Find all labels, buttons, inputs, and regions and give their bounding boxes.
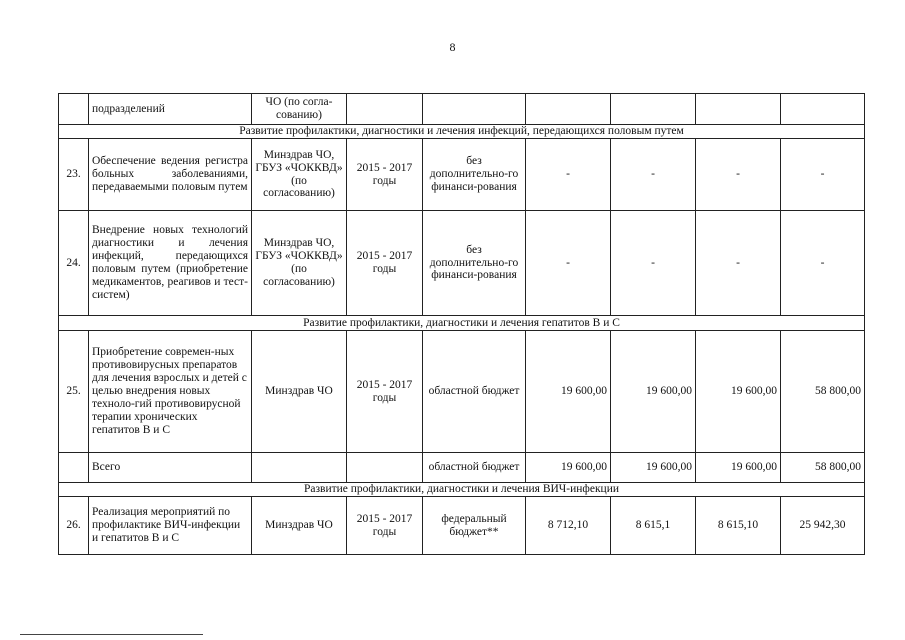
value-2016-cell: 8 615,1 [611, 497, 696, 555]
table-row [59, 211, 865, 316]
total-label: Всего [89, 453, 252, 483]
value-2017-cell: - [696, 211, 781, 316]
executor-cell: ЧО (по согла-сованию) [252, 94, 347, 125]
value-2015-cell [526, 94, 611, 125]
value-2017-cell: 19 600,00 [696, 331, 781, 453]
section-heading-sti: Развитие профилактики, диагностики и лечения инфекций, передающихся половым путем [59, 125, 865, 139]
measure-name: Внедрение новых технологий диагностики и лечения инфекций, передающихся половым путем (приобретение медикаментов, реагивов и тест-систем) [89, 211, 252, 316]
executor-cell: Минздрав ЧО, ГБУЗ «ЧОККВД» (по согласованию) [252, 139, 347, 211]
period-cell: 2015 - 2017 годы [347, 331, 423, 453]
row-number-cell [59, 453, 89, 483]
value-2017-cell: - [696, 139, 781, 211]
period-cell [347, 94, 423, 125]
section-heading-hiv: Развитие профилактики, диагностики и лечения ВИЧ-инфекции [59, 483, 865, 497]
measure-name: Приобретение современ-ных противовирусных препаратов для лечения взрослых и детей с целью внедрения новых техноло-гий противовирусной терапии хронических гепатитов В и С [89, 331, 252, 453]
page-number: 8 [449, 40, 456, 54]
value-2016-cell: - [611, 139, 696, 211]
table-row [59, 331, 865, 453]
section-row [59, 125, 865, 139]
total-cell [781, 94, 865, 125]
value-2017-cell: 19 600,00 [696, 453, 781, 483]
footnote-divider [20, 634, 203, 635]
executor-cell [252, 453, 347, 483]
period-cell: 2015 - 2017 годы [347, 139, 423, 211]
source-cell: областной бюджет [423, 331, 526, 453]
value-2015-cell: - [526, 139, 611, 211]
measure-name: Обеспечение ведения регистра больных заболеваниями, передаваемыми половым путем [89, 139, 252, 211]
value-2015-cell: 19 600,00 [526, 453, 611, 483]
total-cell: 58 800,00 [781, 331, 865, 453]
program-table [58, 93, 865, 555]
source-cell: без дополнительно-го финанси-рования [423, 139, 526, 211]
section-row [59, 483, 865, 497]
table-row [59, 497, 865, 555]
total-cell: 25 942,30 [781, 497, 865, 555]
value-2016-cell [611, 94, 696, 125]
total-cell: 58 800,00 [781, 453, 865, 483]
measure-name: Реализация мероприятий по профилактике ВИЧ-инфекции и гепатитов В и С [89, 497, 252, 555]
executor-cell: Минздрав ЧО [252, 331, 347, 453]
row-number-cell [59, 94, 89, 125]
total-cell: - [781, 139, 865, 211]
source-cell: федеральный бюджет** [423, 497, 526, 555]
table-row [59, 94, 865, 125]
row-number: 25. [59, 331, 89, 453]
value-2017-cell: 8 615,10 [696, 497, 781, 555]
source-cell: без дополнительно-го финанси-рования [423, 211, 526, 316]
source-cell: областной бюджет [423, 453, 526, 483]
total-row [59, 453, 865, 483]
section-row [59, 316, 865, 331]
table-row [59, 139, 865, 211]
value-2015-cell: - [526, 211, 611, 316]
executor-cell: Минздрав ЧО, ГБУЗ «ЧОККВД» (по согласованию) [252, 211, 347, 316]
total-cell: - [781, 211, 865, 316]
period-cell: 2015 - 2017 годы [347, 497, 423, 555]
executor-cell: Минздрав ЧО [252, 497, 347, 555]
value-2016-cell: 19 600,00 [611, 453, 696, 483]
row-number: 23. [59, 139, 89, 211]
value-2016-cell: - [611, 211, 696, 316]
value-2015-cell: 8 712,10 [526, 497, 611, 555]
row-number: 24. [59, 211, 89, 316]
section-heading-hepatitis: Развитие профилактики, диагностики и лечения гепатитов В и С [59, 316, 865, 331]
period-cell: 2015 - 2017 годы [347, 211, 423, 316]
value-2017-cell [696, 94, 781, 125]
measure-name: подразделений [89, 94, 252, 125]
value-2015-cell: 19 600,00 [526, 331, 611, 453]
period-cell [347, 453, 423, 483]
row-number: 26. [59, 497, 89, 555]
source-cell [423, 94, 526, 125]
value-2016-cell: 19 600,00 [611, 331, 696, 453]
